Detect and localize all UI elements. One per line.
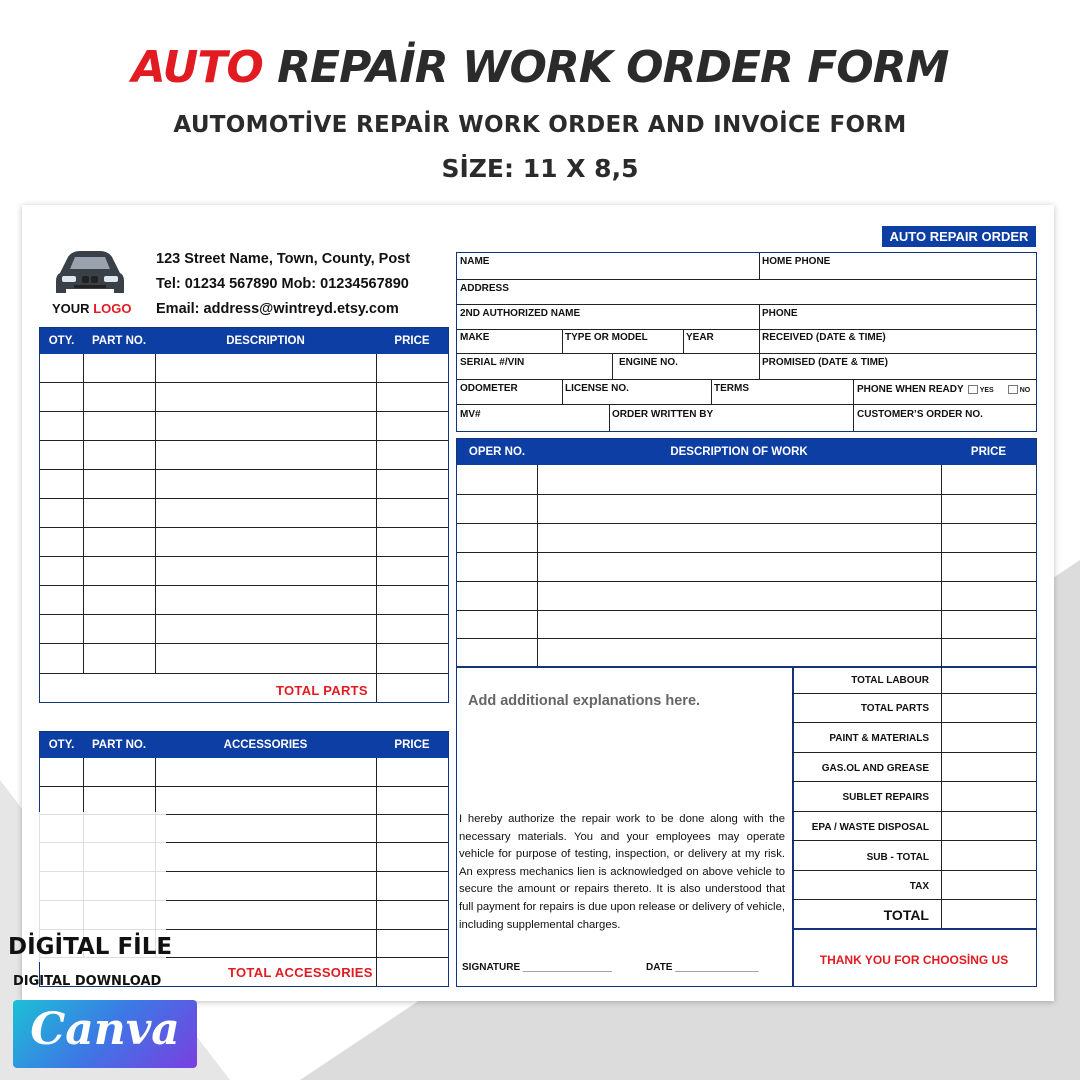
year-field-label: YEAR (686, 332, 714, 343)
company-email: Email: address@wintreyd.etsy.com (156, 301, 399, 317)
customer-info-form (456, 252, 1037, 432)
mv-field-label: MV# (460, 409, 481, 420)
section-line (457, 666, 1036, 668)
divider (376, 758, 377, 986)
row-line (792, 781, 1036, 782)
row-line (457, 404, 1036, 405)
thank-you-message: THANK YOU FOR CHOOSİNG US (819, 953, 1009, 967)
row-line (792, 811, 1036, 812)
form-sheet (22, 205, 1054, 1001)
no-checkbox[interactable] (1008, 385, 1018, 394)
row-line (40, 498, 448, 499)
work-col-description: DESCRIPTION OF WORK (670, 446, 808, 458)
title-rest: REPAİR WORK ORDER FORM (277, 42, 949, 93)
divider (711, 379, 712, 404)
divider (683, 329, 684, 353)
row-line (40, 673, 448, 674)
divider (853, 379, 854, 431)
name-field-label: NAME (460, 256, 490, 267)
divider (562, 329, 563, 353)
second-name-field-label: 2ND AUTHORIZED NAME (460, 308, 581, 319)
divider (376, 354, 377, 702)
row-line (792, 899, 1036, 900)
digital-file-label: DİGİTAL FİLE (8, 934, 173, 960)
accessories-table-header (40, 732, 448, 758)
logo-logo: LOGO (93, 301, 132, 316)
serial-field-label: SERIAL #/VIN (460, 357, 525, 368)
page-size: SİZE: 11 X 8,5 (441, 154, 639, 183)
row-line (40, 469, 448, 470)
summary-epa-waste: EPA / WASTE DISPOSAL (811, 822, 929, 833)
divider (792, 666, 794, 986)
authorization-text: I hereby authorize the repair work to be done along with the necessary materials. You and your employees may operate vehicle for purpose of testing, inspection, or delivery at my risk. An express mechanics lien is acknowledged on above vehicle to secure the amount or repairs thereto. It is also understood that full payment for repairs is due upon release or delivery of vehicle, including supplemental charges. (459, 813, 785, 931)
divider (759, 253, 760, 279)
row-line (457, 552, 1036, 553)
summary-sublet-repairs: SUBLET REPAIRS (842, 792, 929, 803)
divider (941, 465, 942, 666)
yes-checkbox[interactable] (968, 385, 978, 394)
canva-logo (13, 1000, 197, 1068)
promised-field-label: PROMISED (DATE & TIME) (762, 357, 888, 368)
row-line (457, 523, 1036, 524)
make-field-label: MAKE (460, 332, 490, 343)
no-label: NO (1019, 387, 1031, 394)
row-line (40, 382, 448, 383)
summary-total-parts: TOTAL PARTS (860, 703, 929, 714)
phone-ready-label: PHONE WHEN READY (857, 384, 964, 395)
row-line (40, 614, 448, 615)
acc-col-price: PRICE (394, 739, 430, 751)
company-address: 123 Street Name, Town, County, Post (156, 251, 411, 267)
row-line (457, 610, 1036, 611)
total-parts-label: TOTAL PARTS (276, 683, 368, 698)
divider (759, 304, 760, 379)
divider (537, 465, 538, 666)
summary-sub-total: SUB - TOTAL (866, 852, 929, 863)
license-field-label: LICENSE NO. (565, 383, 629, 394)
divider (941, 666, 942, 928)
logo-your: YOUR (52, 301, 90, 316)
odometer-field-label: ODOMETER (460, 383, 518, 394)
page-title (0, 42, 1080, 93)
summary-total: TOTAL (883, 907, 929, 923)
row-line (457, 279, 1036, 280)
row-line (792, 840, 1036, 841)
canva-wordmark: Canva (30, 1004, 180, 1055)
received-field-label: RECEIVED (DATE & TIME) (762, 332, 886, 343)
row-line (792, 870, 1036, 871)
signature-line: SIGNATURE ________________ (462, 962, 612, 973)
digital-download-label: DIGITAL DOWNLOAD (13, 974, 162, 989)
section-line (792, 928, 1036, 930)
acc-col-part-no: PART NO. (91, 739, 147, 751)
car-logo-icon (52, 243, 128, 303)
work-col-oper-no: OPER NO. (468, 446, 526, 458)
parts-col-description: DESCRIPTION (226, 335, 305, 347)
written-by-field-label: ORDER WRITTEN BY (612, 409, 714, 420)
parts-table-header (40, 328, 448, 354)
divider (155, 354, 156, 674)
row-line (457, 304, 1036, 305)
model-field-label: TYPE OR MODEL (565, 332, 648, 343)
row-line (457, 494, 1036, 495)
row-line (457, 638, 1036, 639)
row-line (40, 411, 448, 412)
yes-label: YES (979, 387, 994, 394)
row-line (40, 643, 448, 644)
row-line (457, 581, 1036, 582)
home-phone-field-label: HOME PHONE (762, 256, 831, 267)
row-line (40, 527, 448, 528)
summary-total-labour: TOTAL LABOUR (851, 675, 929, 686)
row-line (40, 556, 448, 557)
parts-col-qty: OTY. (48, 335, 75, 347)
address-field-label: ADDRESS (460, 283, 509, 294)
row-line (792, 752, 1036, 753)
row-line (457, 353, 1036, 354)
row-line (40, 585, 448, 586)
customer-order-field-label: CUSTOMER’S ORDER NO. (857, 409, 983, 420)
page-subtitle: AUTOMOTİVE REPAİR WORK ORDER AND INVOİCE FORM (173, 112, 907, 138)
phone-field-label: PHONE (762, 308, 798, 319)
date-line: DATE _______________ (646, 962, 759, 973)
acc-col-qty: OTY. (48, 739, 75, 751)
acc-col-accessories: ACCESSORIES (223, 739, 308, 751)
summary-paint-materials: PAINT & MATERIALS (829, 733, 929, 744)
company-phone: Tel: 01234 567890 Mob: 01234567890 (156, 276, 409, 292)
row-line (792, 693, 1036, 694)
divider (612, 353, 613, 379)
summary-gas-oil-grease: GAS.OL AND GREASE (821, 763, 929, 774)
additional-notes: Add additional explanations here. (468, 693, 701, 709)
row-line (40, 440, 448, 441)
engine-field-label: ENGINE NO. (619, 357, 678, 368)
total-accessories-label: TOTAL ACCESSORIES (228, 965, 373, 980)
parts-table (39, 327, 449, 703)
divider (83, 354, 84, 674)
row-line (457, 379, 1036, 380)
work-table-header (457, 439, 1036, 465)
parts-col-price: PRICE (394, 335, 430, 347)
divider (562, 379, 563, 404)
auto-repair-order-badge: AUTO REPAIR ORDER (882, 226, 1036, 247)
divider (609, 404, 610, 431)
row-line (457, 329, 1036, 330)
summary-tax: TAX (909, 881, 929, 892)
title-red: AUTO (131, 42, 263, 93)
row-line (40, 786, 448, 787)
row-line (792, 722, 1036, 723)
terms-field-label: TERMS (714, 383, 749, 394)
phone-ready-field (857, 384, 1030, 395)
work-col-price: PRICE (970, 446, 1007, 458)
parts-col-part-no: PART NO. (91, 335, 147, 347)
logo-placeholder (52, 301, 131, 316)
